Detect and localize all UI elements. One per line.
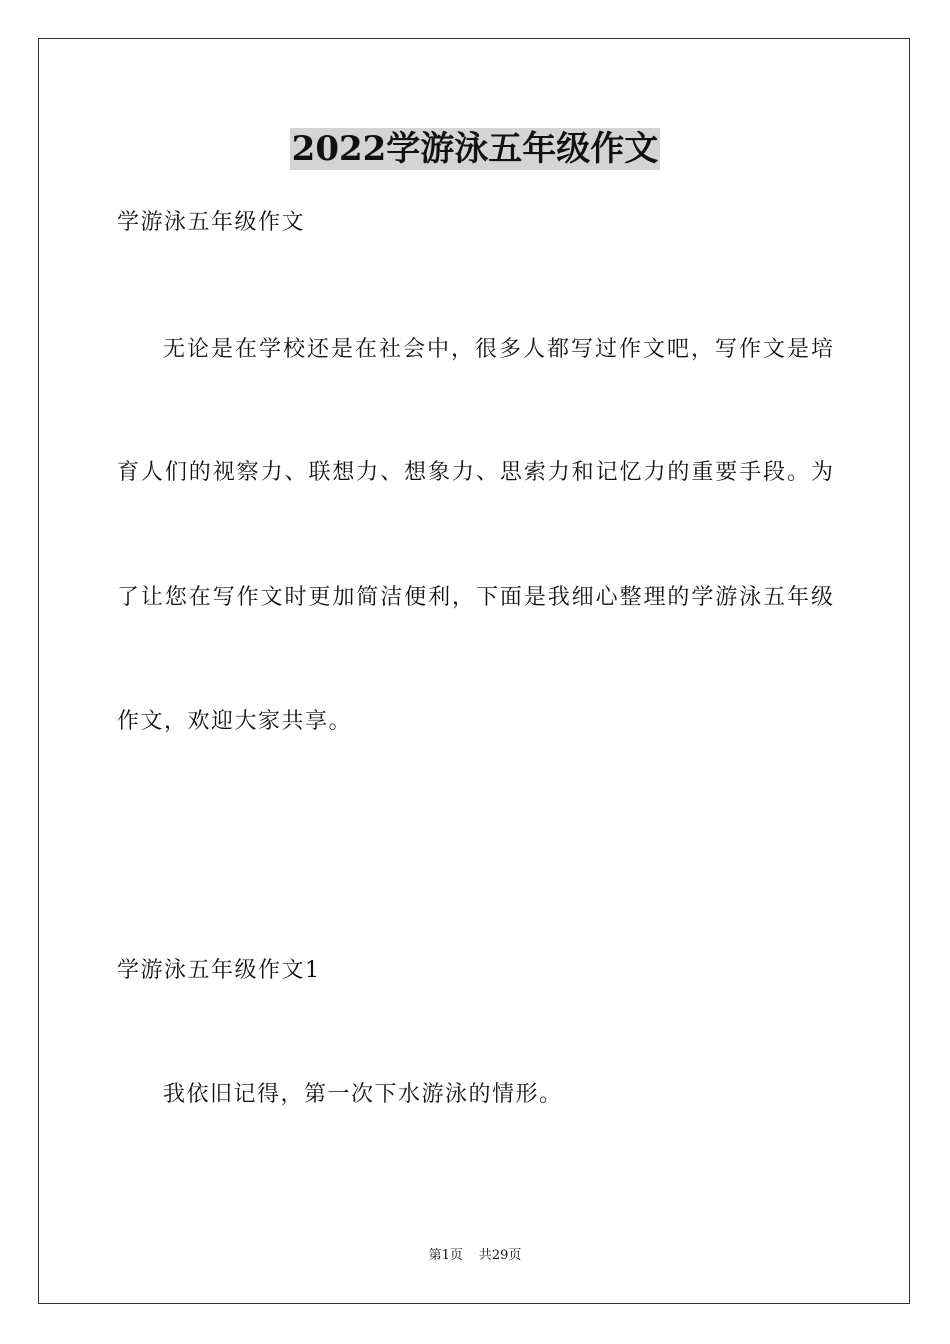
page-number: 第1页 (428, 1248, 463, 1263)
intro-line-1: 无论是在学校还是在社会中，很多人都写过作文吧，写作文是培 (163, 337, 833, 362)
section-first-line: 我依旧记得，第一次下水游泳的情形。 (163, 1082, 563, 1107)
document-title: 2022学游泳五年级作文 (291, 129, 659, 169)
document-title-wrap (0, 128, 950, 170)
page-total: 共29页 (478, 1248, 522, 1263)
intro-line-2: 育人们的视察力、联想力、想象力、思索力和记忆力的重要手段。为 (117, 460, 833, 485)
section-heading: 学游泳五年级作文1 (117, 958, 321, 983)
intro-line-3: 了让您在写作文时更加简洁便利，下面是我细心整理的学游泳五年级 (117, 585, 833, 610)
document-subtitle: 学游泳五年级作文 (117, 210, 306, 235)
intro-line-4: 作文，欢迎大家共享。 (117, 709, 353, 734)
page-footer (0, 1247, 950, 1265)
